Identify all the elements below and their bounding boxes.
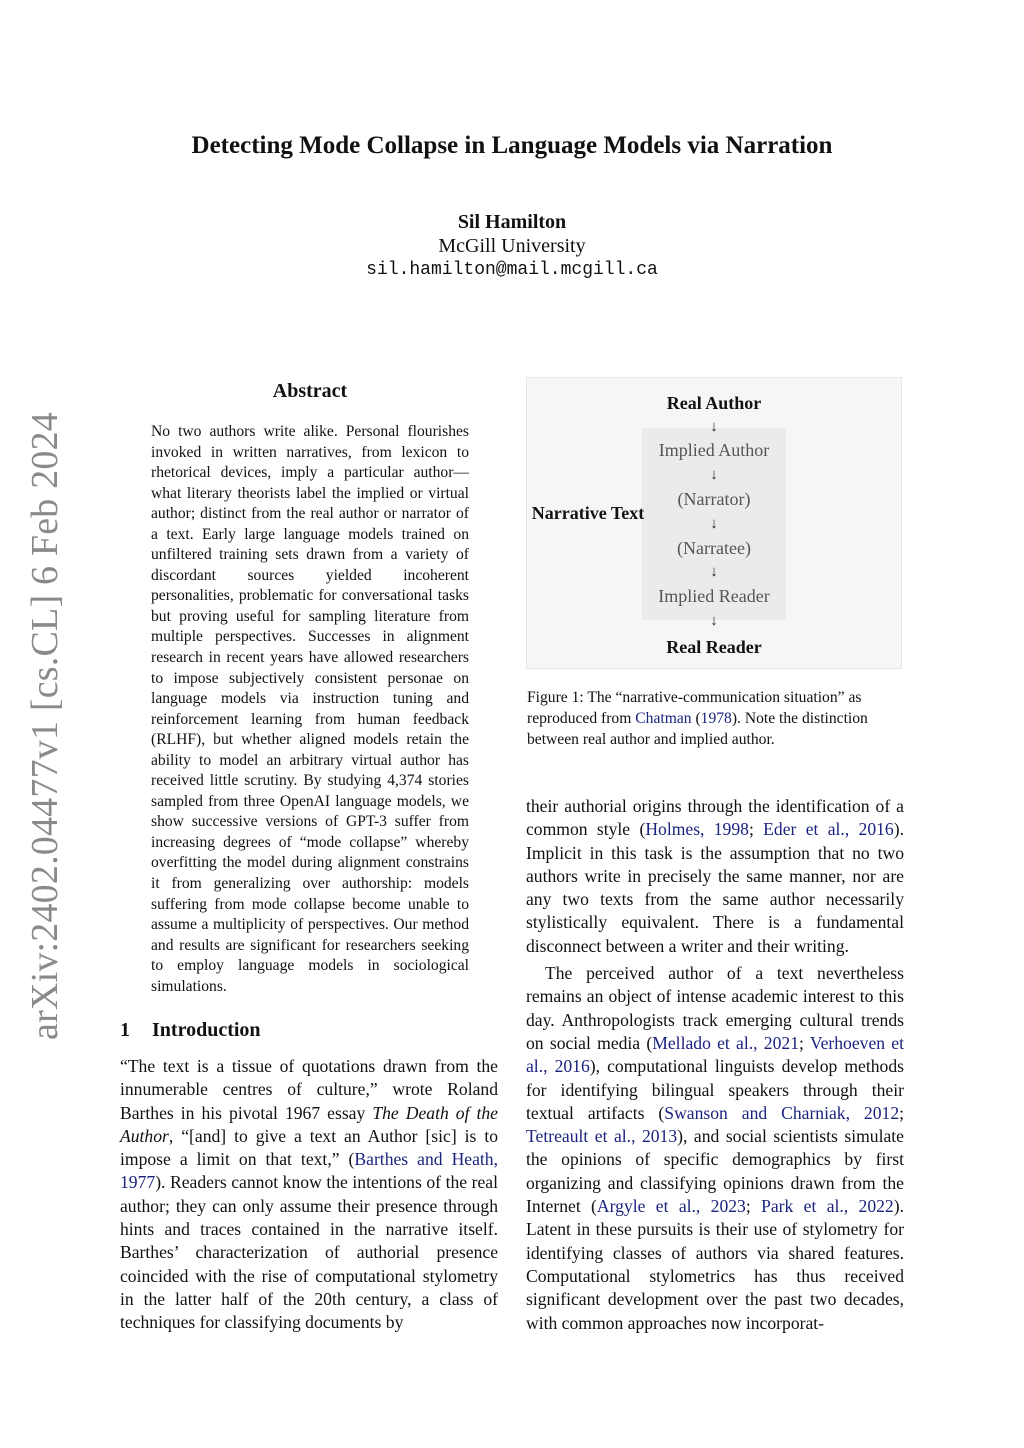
down-arrow-icon: ↓ — [710, 613, 718, 629]
down-arrow-icon: ↓ — [710, 564, 718, 580]
citation-link[interactable]: Barthes and Heath, 1977 — [120, 1149, 498, 1193]
caption-text: ( — [691, 710, 701, 727]
author-block — [0, 210, 1024, 282]
figure-node-real-author: Real Author — [666, 393, 762, 413]
citation-separator: ; — [748, 819, 764, 840]
section-number: 1 — [120, 1019, 130, 1041]
body-text: their authorial origins through the identification of a common style ( — [526, 796, 904, 840]
author-name: Sil Hamilton — [457, 211, 567, 233]
paper-title: Detecting Mode Collapse in Language Models via Narration — [191, 132, 833, 159]
citation-separator: ; — [799, 1032, 810, 1053]
author-email[interactable]: sil.hamilton@mail.mcgill.ca — [366, 260, 658, 280]
caption-text: Figure 1: The “narrative-communication situation” as reproduced from — [527, 689, 862, 727]
section-title: Introduction — [152, 1019, 261, 1041]
citation-link[interactable]: Park et al., 2022 — [761, 1196, 894, 1217]
arxiv-identifier-stamp: arXiv:2402.04477v1 [cs.CL] 6 Feb 2024 — [24, 412, 66, 1040]
citation-link[interactable]: Mellado et al., 2021 — [652, 1032, 799, 1053]
citation-link[interactable]: 1978 — [700, 710, 732, 727]
figure-1-caption — [527, 687, 903, 750]
down-arrow-icon: ↓ — [710, 516, 718, 532]
body-text: ), computational linguists develop methods for identifying bilingual speakers through their textual artifacts ( — [526, 1056, 904, 1123]
citation-separator: ; — [745, 1196, 762, 1217]
essay-title-italic: The Death of the Author — [120, 1102, 498, 1146]
figure-node-implied-author: Implied Author — [658, 440, 770, 460]
body-text: , “[and] to give a text an Author [sic] is to impose a limit on that text,” ( — [120, 1125, 498, 1170]
body-text: ). Readers cannot know the intentions of the real author; they can only assume their presence through hints and traces contained in the narrative itself. Barthes’ characterization of authorial presence coincided with the rise of computational stylometry in the latter half of the 20th century, a class of techniques for classifying documents by — [120, 1172, 498, 1333]
author-affiliation: McGill University — [438, 235, 586, 257]
body-paragraph — [526, 962, 904, 1335]
figure-node-narratee: (Narratee) — [677, 538, 751, 558]
citation-link[interactable]: Eder et al., 2016 — [763, 819, 894, 840]
body-text: ). Implicit in this task is the assumption that no two authors write in precisely the same manner, nor are any two texts from the same author necessarily stylistically equivalent. There is a fundamental disconnect between a writer and their writing. — [526, 819, 904, 956]
down-arrow-icon: ↓ — [710, 467, 718, 483]
citation-link[interactable]: Chatman — [635, 710, 692, 727]
citation-link[interactable]: Tetreault et al., 2013 — [526, 1126, 678, 1147]
citation-link[interactable]: Argyle et al., 2023 — [596, 1196, 746, 1217]
abstract-heading: Abstract — [272, 380, 348, 402]
figure-label-narrative-text: Narrative Text — [531, 503, 645, 523]
citation-separator: ; — [899, 1102, 905, 1123]
citation-link[interactable]: Verhoeven et al., 2016 — [526, 1032, 905, 1077]
section-heading-introduction — [120, 1017, 261, 1043]
body-paragraph — [526, 795, 904, 958]
figure-node-implied-reader: Implied Reader — [658, 586, 770, 606]
body-text: ). Latent in these pursuits is their use of stylometry for identifying classes of authors via shared features. Computational stylometrics has thus received significant development over the past two decades, with common approaches now incorporat- — [526, 1196, 904, 1333]
citation-link[interactable]: Holmes, 1998 — [645, 819, 749, 840]
introduction-paragraph — [120, 1055, 498, 1335]
right-column-text — [526, 795, 904, 1335]
body-text: “The text is a tissue of quotations drawn from the innumerable centres of culture,” wrote Roland Barthes in his pivotal 1967 essay — [120, 1056, 498, 1123]
body-text: The perceived author of a text nevertheless remains an object of intense academic interest to this day. Anthropologists track emerging cultural trends on social media ( — [526, 963, 904, 1053]
caption-text: ). Note the distinction between real author and implied author. — [527, 710, 868, 748]
citation-link[interactable]: Swanson and Charniak, 2012 — [664, 1102, 900, 1123]
figure-node-narrator: (Narrator) — [677, 489, 751, 509]
down-arrow-icon: ↓ — [710, 419, 718, 435]
body-text: ), and social scientists simulate the opinions of specific demographics by first organizing and classifying opinions drawn from the Internet ( — [526, 1126, 904, 1217]
abstract-text: No two authors write alike. Personal flourishes invoked in written narratives, from lexicon to rhetorical devices, imply a particular author—what literary theorists label the implied or virtual author; distinct from the real author or narrator of a text. Early large language models trained on unfiltered training sets drawn from a variety of discordant sources yielded incoherent personalities, problematic for conversational tasks but proving useful for sampling literature from multiple perspectives. Successes in alignment research in recent years have allowed researchers to impose subjectively consistent personae on language models via instruction tuning and reinforcement learning from human feedback (RLHF), but whether aligned models retain the ability to model an arbitrary virtual author has received little scrutiny. By studying 4,374 stories sampled from three OpenAI language models, we show successive versions of GPT-3 suffer from increasing degrees of “mode collapse” whereby overfitting the model during alignment constrains it from generalizing over authorship: models suffering from mode collapse become unable to assume a multiplicity of perspectives. Our method and results are significant for researchers seeking to employ language models in sociological simulations. — [151, 423, 469, 995]
figure-node-real-reader: Real Reader — [666, 637, 762, 657]
